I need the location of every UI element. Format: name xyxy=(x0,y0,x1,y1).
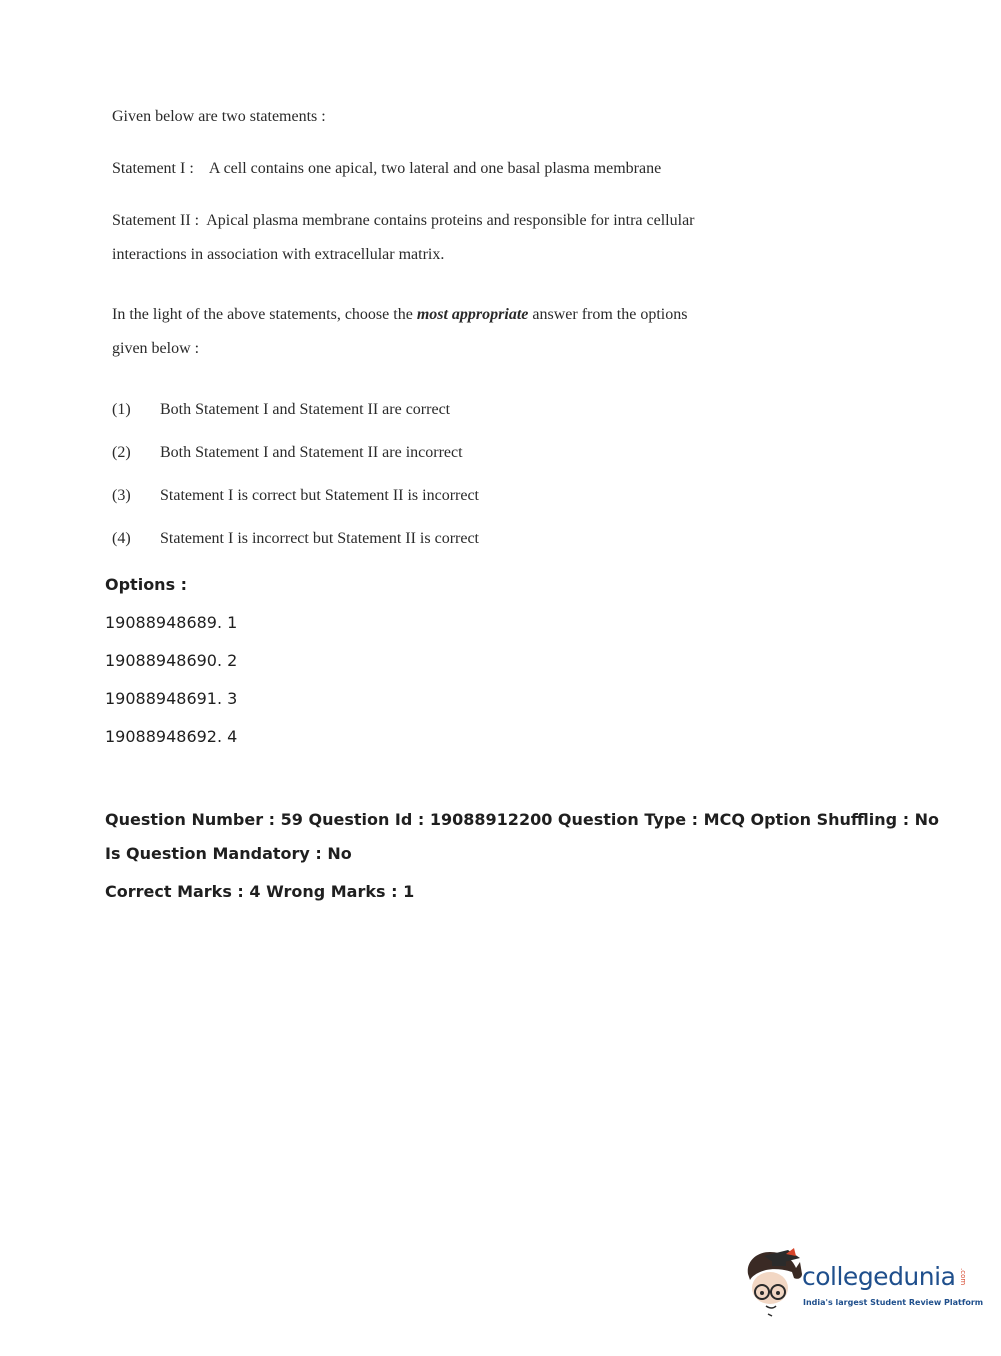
statement-2 xyxy=(112,212,695,230)
logo-wordmark: collegedunia xyxy=(802,1262,956,1291)
statement-1 xyxy=(112,160,661,178)
statement-1-label: Statement I : xyxy=(112,160,194,177)
option-item-2: 19088948690. 2 xyxy=(105,651,238,670)
option-item-3: 19088948691. 3 xyxy=(105,689,238,708)
choice-2-text: Both Statement I and Statement II are incorrect xyxy=(160,444,463,461)
options-heading: Options : xyxy=(105,575,188,594)
instruction-after: answer from the options xyxy=(528,306,688,323)
choice-4-text: Statement I is incorrect but Statement II is correct xyxy=(160,530,479,547)
statement-1-text: A cell contains one apical, two lateral and one basal plasma membrane xyxy=(208,160,662,177)
logo-tagline: India's largest Student Review Platform xyxy=(803,1298,984,1307)
statement-2-line1: Apical plasma membrane contains proteins and responsible for intra cellular xyxy=(206,212,695,229)
choice-2-number: (2) xyxy=(112,444,131,461)
option-item-1: 19088948689. 1 xyxy=(105,613,238,632)
option-item-4: 19088948692. 4 xyxy=(105,727,238,746)
question-marks: Correct Marks : 4 Wrong Marks : 1 xyxy=(105,882,415,901)
choice-1-text: Both Statement I and Statement II are correct xyxy=(160,401,451,418)
choice-3-number: (3) xyxy=(112,487,131,504)
instruction xyxy=(112,306,687,324)
statement-2-line2: interactions in association with extracellular matrix. xyxy=(112,246,445,263)
instruction-emphasis: most appropriate xyxy=(416,306,529,323)
choice-1-number: (1) xyxy=(112,401,131,418)
question-intro: Given below are two statements : xyxy=(112,108,326,125)
choice-3-text: Statement I is correct but Statement II is incorrect xyxy=(160,487,479,504)
question-mandatory: Is Question Mandatory : No xyxy=(105,844,352,863)
logo-suffix: .com xyxy=(959,1268,967,1286)
choice-4-number: (4) xyxy=(112,530,131,547)
mascot-icon xyxy=(742,1248,804,1318)
statement-2-label: Statement II : xyxy=(112,212,200,229)
instruction-before: In the light of the above statements, choose the xyxy=(112,306,417,323)
instruction-line2: given below : xyxy=(112,340,200,357)
collegedunia-logo xyxy=(742,1248,984,1318)
question-meta-line: Question Number : 59 Question Id : 19088912200 Question Type : MCQ Option Shuffling : No xyxy=(105,810,940,829)
